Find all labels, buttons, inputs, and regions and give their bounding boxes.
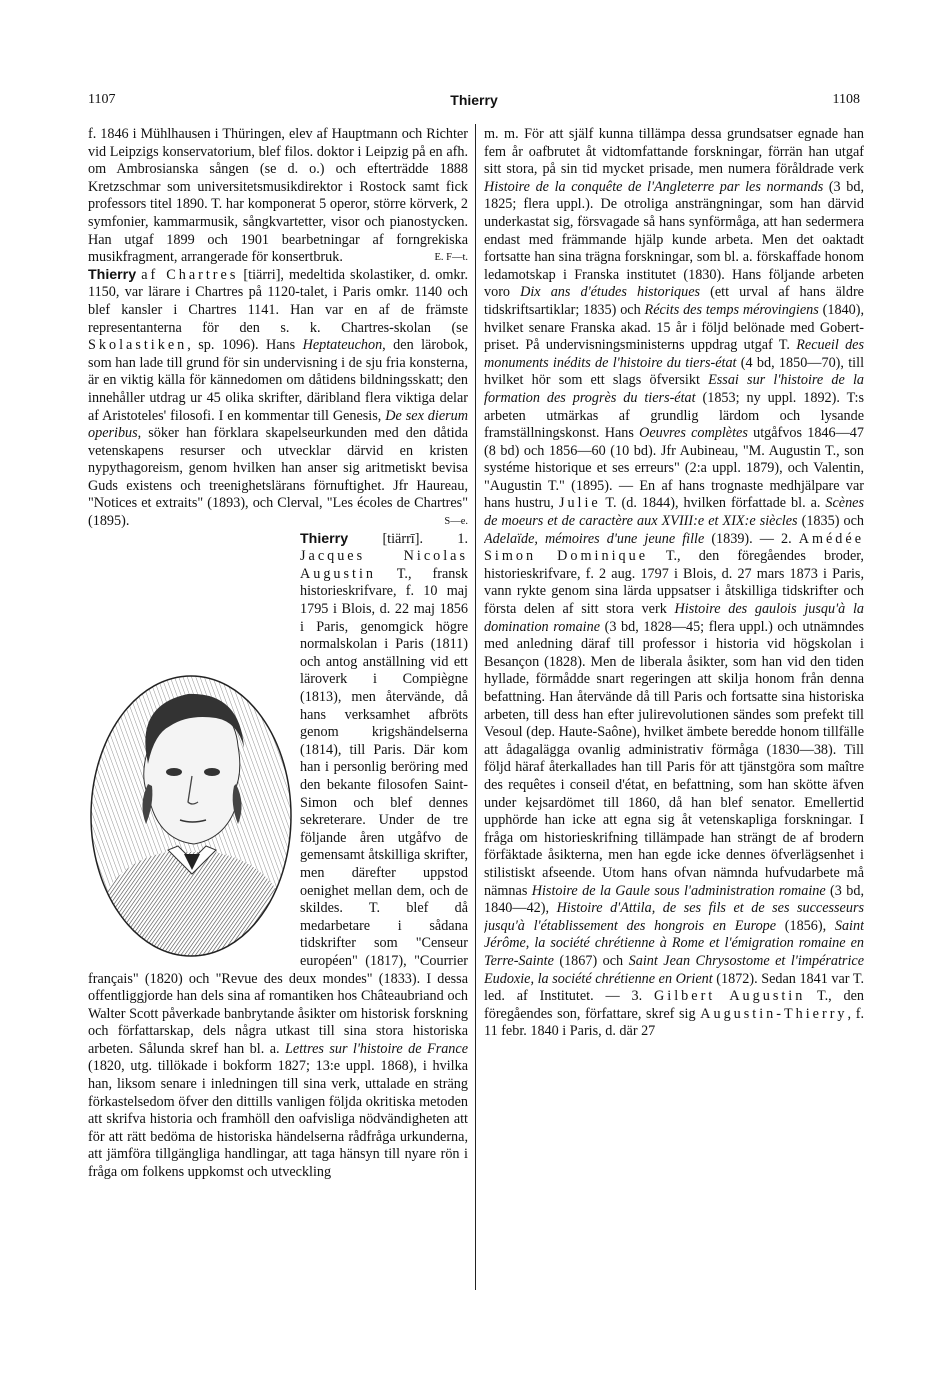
author-signature: S—e. bbox=[444, 516, 468, 528]
column-divider bbox=[475, 124, 476, 1290]
portrait-illustration bbox=[88, 674, 294, 958]
right-column bbox=[484, 126, 864, 1286]
entry-thierry: Thierry [tiärrī]. 1. Jacques Nicolas Augustin T., fransk historieskrifvare, f. 10 maj 1795 i Blois, d. 22 maj 1856 i Paris, genomgick högre normalskolan i Paris (1811) och antog anställning vid ett läroverk i Compiègne (1813), men återvände, då hans verksamhet afbröts genom krigshändelserna (1814), till Paris. Där kom han i personlig beröring med den bekante filosofen Saint-Simon och blef dennes sekreterare. Under de tre följande åren utgåfvo de gemensamt åtskilliga skrifter, men därefter uppstod oenighet mellan dem, och de skildes. T. blef då medarbetare i sådana tidskrifter som "Censeur européen" (1817), "Courrier français" (1820) och "Revue des deux mondes" (1833). I dessa offentliggjorde han dels sina af romantiken hos Châteaubriand och Walter Scott påverkade banbrytande åsikter om historisk forskning och författarskap, dels några utkast till sina stora historiska arbeten. Sålunda skref han bl. a. Lettres sur l'histoire de France (1820, utg. tillökade i bokform 1827; 13:e uppl. 1868), i hvilka han, liksom senare i inledningen till sina verk, uttalade en sträng förkastelsedom öfver den dittills vanligen följda okritiska metoden att skrifva historia och framhöll den oafvisliga nödvändigheten att för att rätt bedöma de historiska händelserna rådfråga urkunderna, att jämföra tillgängliga handlingar, att taga hänsyn till nyare rön i fråga om folkens uppkomst och utveckling bbox=[88, 530, 468, 1181]
entry-continuation: f. 1846 i Mühlhausen i Thüringen, elev af Hauptmann och Richter vid Leipzigs konservatorium, blef filos. doktor i Leipzig på en afh. om Ambrosianska sången (se d. o.) och efterträdde 1888 Kretzschmar som universitetsmusikdirektor i Rostock samt fick professors titel 1890. T. har komponerat 5 operor, större körverk, 2 symfonier, kammarmusik, sångkvartetter, visor och pianostycken. Han utgaf 1899 och 1901 bearbetningar af forngrekiska musikfragment, arrangerade för konsertbruk. E. F—t. bbox=[88, 126, 468, 266]
page-header bbox=[88, 92, 860, 112]
author-signature: E. F—t. bbox=[434, 252, 468, 264]
entry-thierry-de-chartres: Thierry af Chartres [tiärri], medeltida skolastiker, d. omkr. 1150, var lärare i Chartres på 1120-talet, i Paris omkr. 1140 och blef kansler i Chartres 1141. Han var en af de främste representanterna för den s. k. Chartres-skolan (se Skolastiken, sp. 1096). Hans Heptateuchon, den lärobok, som han lade till grund för sin undervisning i de sju fria konsterna, är en viktig källa för kännedomen om dåtidens bildningsskatt; den innehåller utdrag ur 45 olika skrifter, däribland flera viktiga delar af Aristoteles' filosofi. I en kommentar till Genesis, De sex dierum operibus, söker han förklara skapelseurkunden med den dåtida vetenskapens resurser och utvecklar därvid en kristen nypythagoreism, genom hvilken han anser sig aritmetiskt bevisa Guds existens och treenighetslärans förnuftighet. Jfr Haureau, "Notices et extraits" (1893), och Clerval, "Les écoles de Chartres" (1895). S—e. bbox=[88, 266, 468, 530]
entry-thierry-continued: m. m. För att själf kunna tillämpa dessa grundsatser egnade han fem år oafbrutet åt vidtomfattande forskningar, förrän han utgaf sitt stora, på sin tid mycket prisade, men numera föråldrade verk Histoire de la conquête de l'Angleterre par les normands (3 bd, 1825; flera uppl.). De otroliga ansträngningar, som han därvid underkastat sig, försvagade så hans synförmåga, att han sedermera endast med främmande hjälp kunde arbeta. Men det oaktadt fortsatte han sina trägna forskningar, som bl. a. förskaffade honom ledamotskap i Franska institutet (1830). Hans följande arbeten voro Dix ans d'études historiques (ett urval af hans äldre tidskriftsartiklar; 1835) och Récits des temps mérovingiens (1840), hvilket senare Franska akad. 15 år i följd belönade med Gobert-priset. På undervisningsministerns uppdrag utgaf T. Recueil des monuments inédits de l'histoire du tiers-état (4 bd, 1850—70), till hvilket hör som ett slags öfversikt Essai sur l'histoire de la formation des progrès du tiers-état (1853; ny uppl. 1892). T:s arbeten utmärkas af grundlig lärdom och lysande framställningskonst. Hans Oeuvres complètes utgåfvos 1846—47 (8 bd) och 1856—60 (10 bd). Jfr Aubineau, "M. Augustin T., son systéme historique et ses erreurs" (2:a uppl. 1879), och Valentin, "Augustin T." (1895). — En af hans trognaste medhjälpare var hans hustru, Julie T. (d. 1844), hvilken författade bl. a. Scènes de moeurs et de caractère aux XVIII:e et XIX:e siècles (1835) och Adelaïde, mémoires d'une jeune fille (1839). — 2. Amédée Simon Dominique T., den föregåendes broder, historieskrifvare, f. 2 aug. 1797 i Blois, d. 27 mars 1873 i Paris, vann rykte genom sina lärda uppsatser i åtskilliga tidskrifter och första delen af sitt stora verk Histoire des gaulois jusqu'à la domination romaine (3 bd, 1828—45; flera uppl.) och utnämndes med anledning däraf till professor i historia vid högskolan i Besançon (1828). Men de liberala åsikter, som han vid den tiden hyllade, förmådde snart regeringen att skilja honom från denna befattning. Han återvände då till Paris och fortsatte sina historiska arbeten, till dess han efter julirevolutionen sändes som prefekt till Vesoul (dep. Haute-Saône), hvilket ämbete beredde honom tillfälle att ådagalägga ovanlig administrativ förmåga (1830—38). Till följd häraf återkallades han till Paris för att tjänstgöra som maître des requêtes i conseil d'état, en befattning, som han skötte äfven under kejsardömet till 1860, då han blef senator. Emellertid upphörde han icke att egna sig åt vetenskapliga forskningar. I fråga om historieskrifning tillämpade han strängt de af brodern förfäktade åsikterna, men han egde icke dennes öfverlägsenhet i stilistiskt afseende. Utom hans ofvan nämnda hufvudarbete må nämnas Histoire de la Gaule sous l'administration romaine (3 bd, 1840—42), Histoire d'Attila, de ses fils et de ses successeurs jusqu'à l'établissement des hongrois en Europe (1856), Saint Jérôme, la société chrétienne à Rome et l'émigration romaine en Terre-Sainte (1867) och Saint Jean Chrysostome et l'impératrice Eudoxie, la société chrétienne en Orient (1872). Sedan 1841 var T. led. af Institutet. — 3. Gilbert Augustin T., den föregåendes son, författare, skref sig Augustin-Thierry, f. 11 febr. 1840 i Paris, d. där 27 bbox=[484, 126, 864, 1040]
page-number-left: 1107 bbox=[88, 92, 116, 107]
running-title: Thierry bbox=[450, 92, 498, 108]
page-number-right: 1108 bbox=[832, 92, 860, 107]
engraved-portrait-icon bbox=[88, 674, 294, 958]
headword: Thierry bbox=[88, 266, 137, 283]
headword: Thierry bbox=[300, 530, 349, 547]
